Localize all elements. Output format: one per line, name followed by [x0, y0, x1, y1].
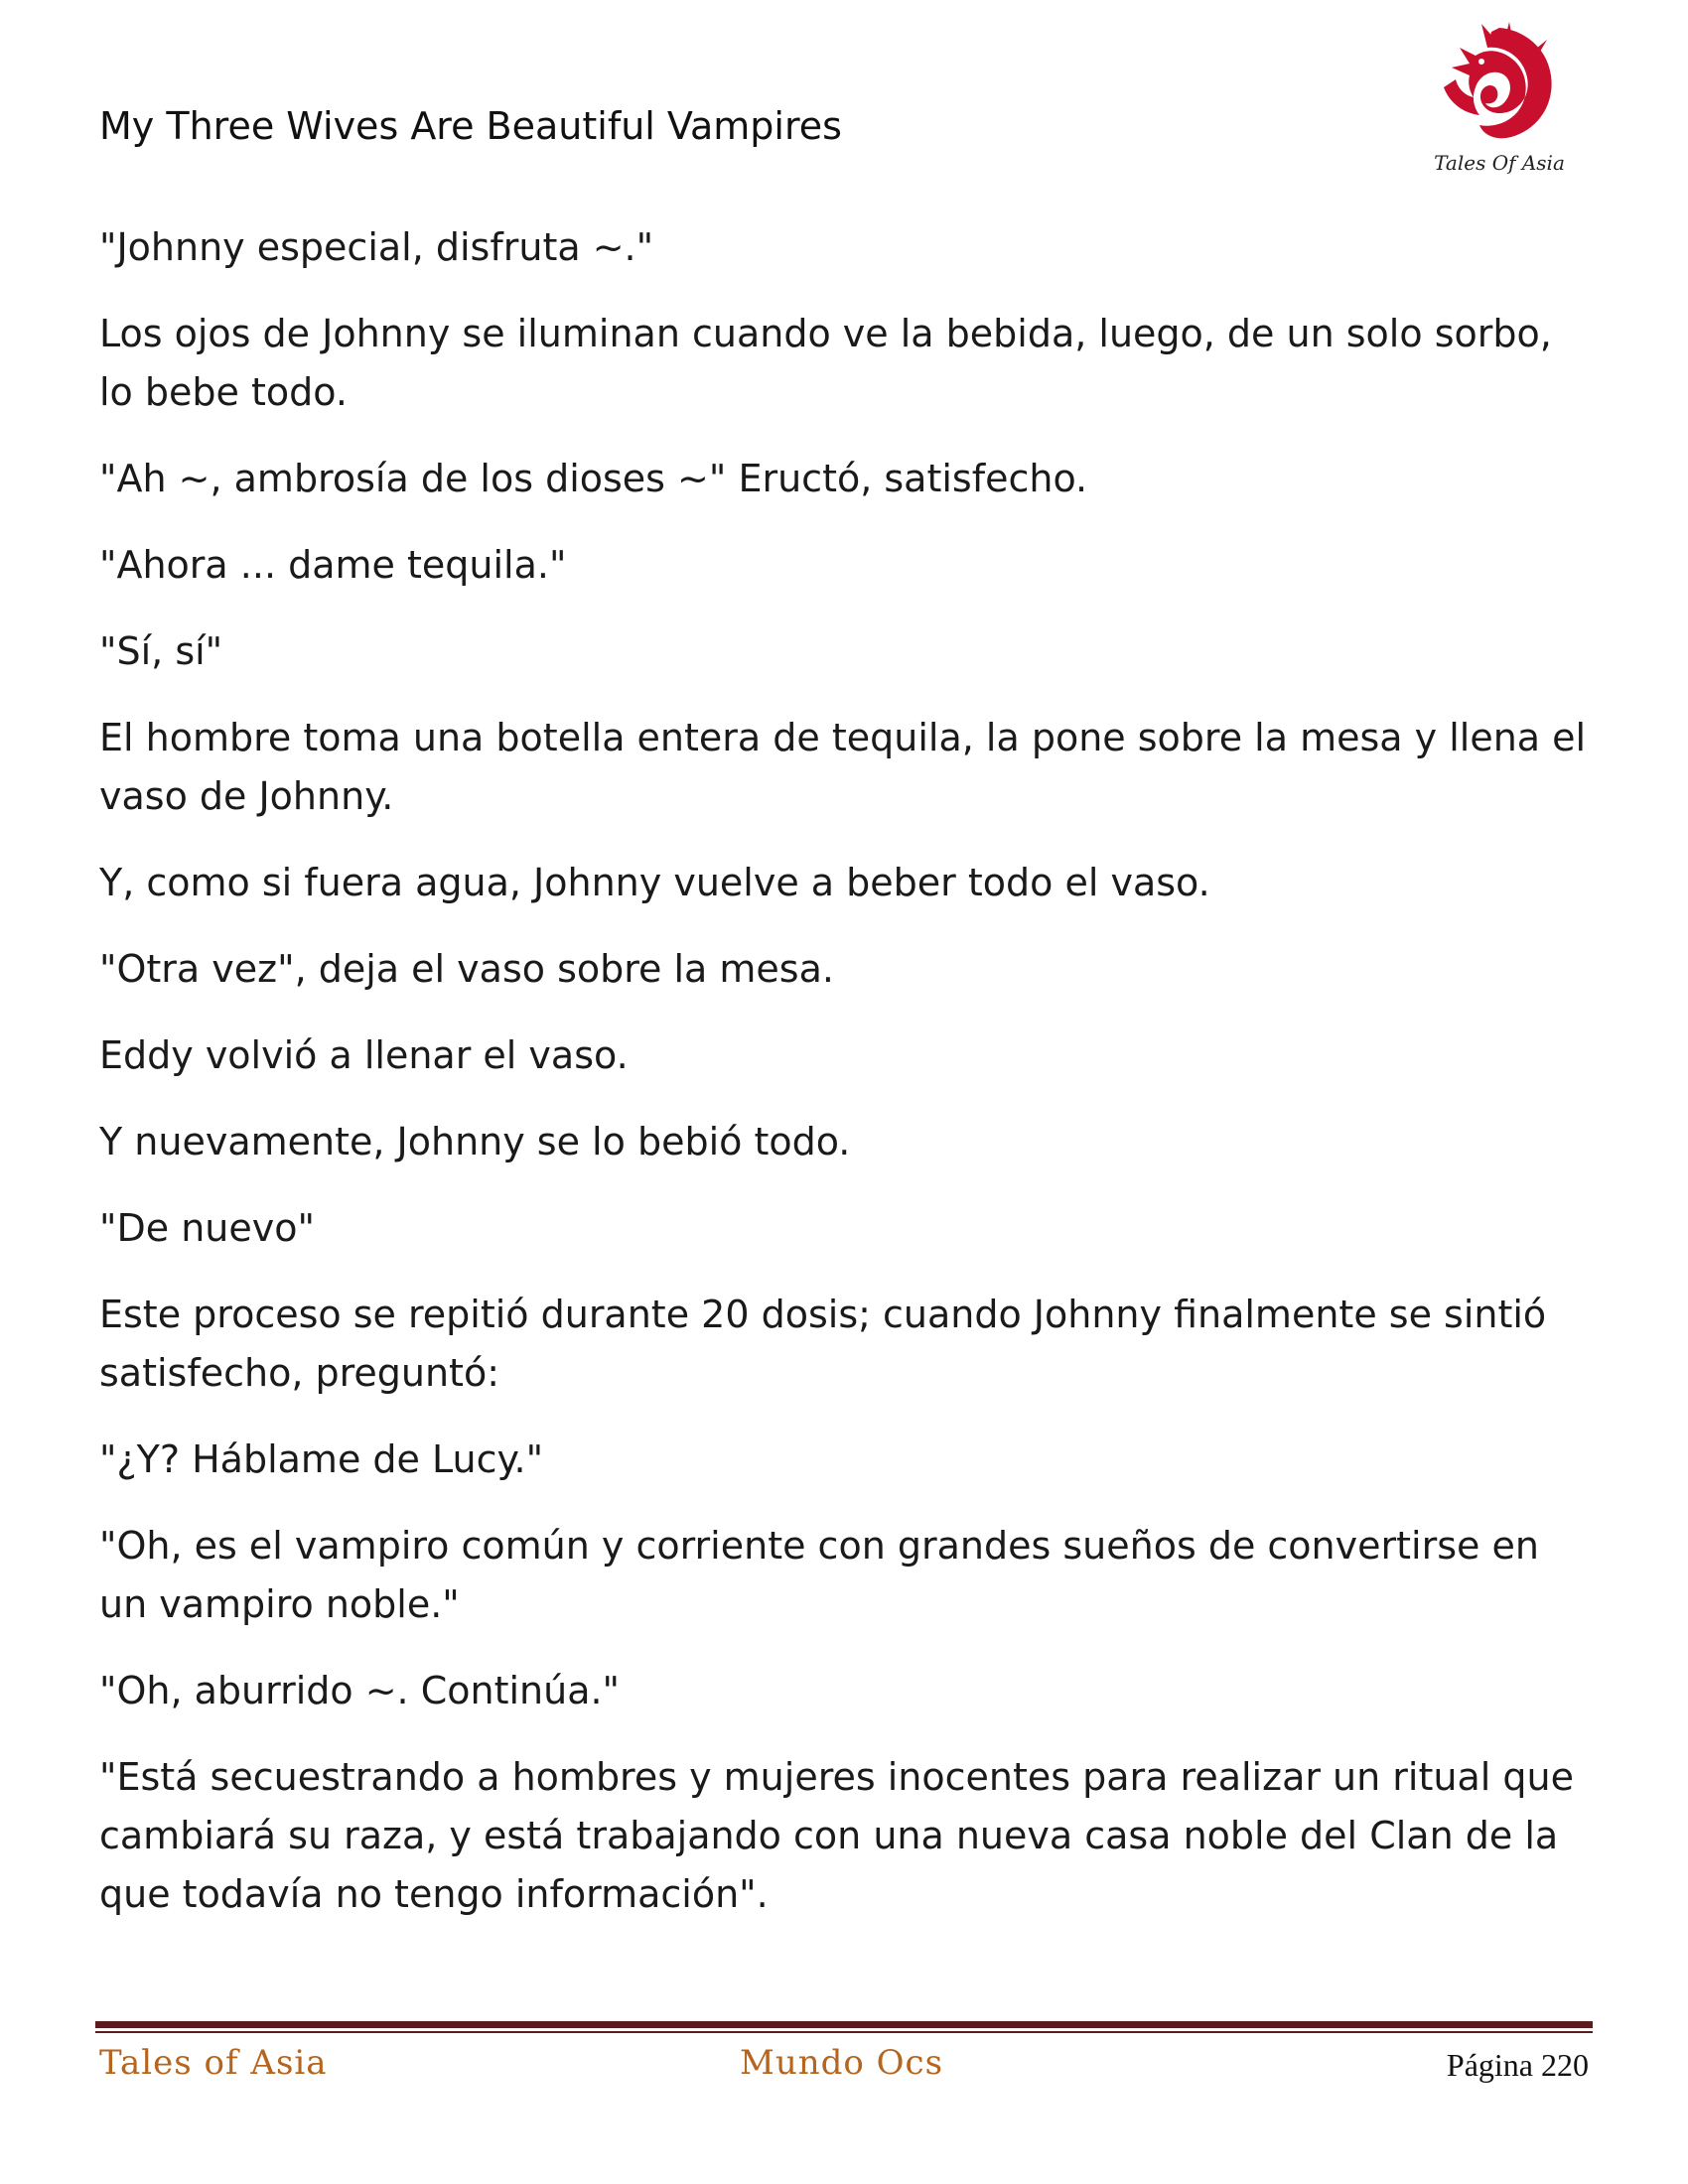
- footer-site: Mundo Ocs: [740, 2043, 944, 2083]
- paragraph: Los ojos de Johnny se iluminan cuando ve la bebida, luego, de un solo sorbo, lo bebe todo.: [99, 312, 1552, 414]
- paragraph: "De nuevo": [99, 1206, 315, 1250]
- paragraph: "Está secuestrando a hombres y mujeres inocentes para realizar un ritual que cambiará su raza, y está trabajando con una nueva casa noble del Clan de la que todavía no tengo información".: [99, 1755, 1574, 1916]
- paragraph: "Otra vez", deja el vaso sobre la mesa.: [99, 947, 834, 991]
- paragraph: Eddy volvió a llenar el vaso.: [99, 1033, 629, 1077]
- paragraph: "Sí, sí": [99, 629, 223, 673]
- paragraph: Este proceso se repitió durante 20 dosis; cuando Johnny finalmente se sintió satisfecho, preguntó:: [99, 1293, 1547, 1395]
- page-number: Página 220: [1446, 2047, 1589, 2083]
- paragraph: "Ah ~, ambrosía de los dioses ~" Eructó, satisfecho.: [99, 457, 1088, 500]
- paragraph: Y nuevamente, Johnny se lo bebió todo.: [99, 1120, 851, 1163]
- chapter-body: [99, 218, 1589, 1952]
- logo-text: Tales Of Asia: [1434, 151, 1565, 175]
- paragraph: Y, como si fuera agua, Johnny vuelve a beber todo el vaso.: [99, 861, 1210, 904]
- footer-divider-thin: [95, 2031, 1593, 2033]
- paragraph: "Oh, es el vampiro común y corriente con grandes sueños de convertirse en un vampiro noble.": [99, 1524, 1539, 1626]
- footer-publisher: Tales of Asia: [99, 2043, 328, 2083]
- paragraph: El hombre toma una botella entera de tequila, la pone sobre la mesa y llena el vaso de Johnny.: [99, 716, 1587, 818]
- red-dragon-icon: [1430, 18, 1569, 157]
- publisher-logo: [1430, 18, 1569, 182]
- paragraph: "Ahora ... dame tequila.": [99, 543, 567, 587]
- paragraph: "Johnny especial, disfruta ~.": [99, 225, 654, 269]
- footer-divider: [95, 2021, 1593, 2028]
- paragraph: "¿Y? Háblame de Lucy.": [99, 1437, 544, 1481]
- paragraph: "Oh, aburrido ~. Continúa.": [99, 1669, 621, 1712]
- page-header-title: My Three Wives Are Beautiful Vampires: [99, 104, 842, 148]
